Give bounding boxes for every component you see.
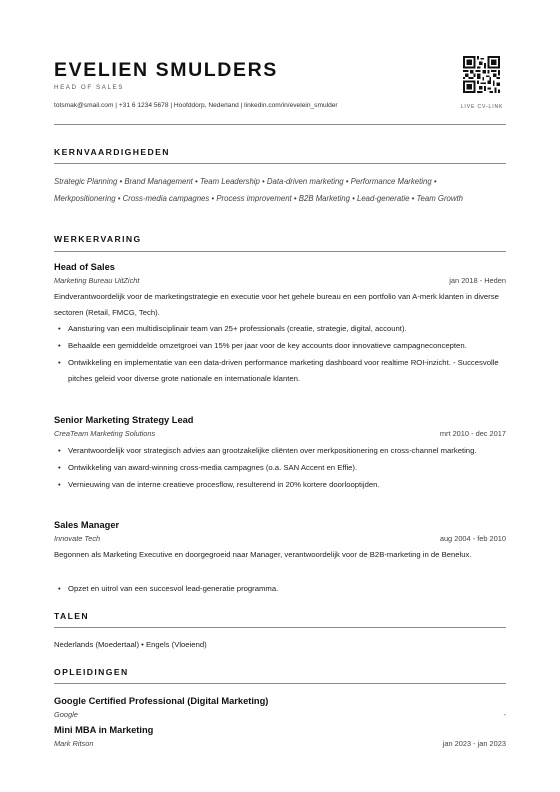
languages-heading: TALEN [54,611,90,621]
list-item: • Behaalde een gemiddelde omzetgroei van 15% per jaar voor de key accounts door innovatieve campagneconcepten. [58,341,467,350]
list-item: • Verantwoordelijk voor strategisch advies aan grootzakelijke cliënten over merkpositionering en cross-channel marketing. [58,446,477,455]
section-divider [54,627,506,628]
job-title: Senior Marketing Strategy Lead [54,415,194,425]
list-item: • Vernieuwing van de interne creatieve procesflow, resulterend in 20% kortere doorlooptijden. [58,480,380,489]
skills-list: Strategic Planning • Brand Management • Team Leadership • Data-driven marketing • Performance Marketing • Merkpositionering • Cross-media campagnes • Process improvement • B2B Marketing • Lead-generatie • Team Growth [54,177,464,203]
education-institution: Mark Ritson [54,739,94,748]
job-title: Head of Sales [54,262,115,272]
list-item: • Aansturing van een multidisciplinair team van 25+ professionals (creatie, strategie, digital, account). [58,324,407,333]
job-achievements [54,443,506,494]
job-dates: aug 2004 - feb 2010 [439,534,506,543]
job-achievements [54,321,506,388]
contact-line: totsmak@smail.com | +31 6 1234 5678 | Hoofddorp, Nederland | linkedin.com/in/evelein_smulder [54,102,338,109]
languages-list: Nederlands (Moedertaal) • Engels (Vloeiend) [54,640,207,649]
education-title: Google Certified Professional (Digital Marketing) [54,696,269,706]
section-divider [54,251,506,252]
education-title: Mini MBA in Marketing [54,725,154,735]
list-item: • Ontwikkeling van award-winning cross-media campagnes (o.a. SAN Accent en Effie). [58,463,358,472]
list-item: • Ontwikkeling en implementatie van een data-driven performance marketing dashboard voor realtime ROI-inzicht. - Succesvolle pitches geleid voor diverse grote nationale en internationale klanten. [58,358,499,383]
resume-page [54,0,506,792]
section-divider [54,163,506,164]
job-company: CreaTeam Marketing Solutions [54,429,156,438]
job-dates: jan 2018 - Heden [449,276,506,285]
qr-label: LIVE CV-LINK [460,104,504,110]
job-summary: Begonnen als Marketing Executive en doorgegroeid naar Manager, verantwoordelijk voor de B2B-marketing in de Benelux. [54,550,472,559]
list-item: • Opzet en uitrol van een succesvol lead-generatie programma. [58,584,279,593]
job-summary: Eindverantwoordelijk voor de marketingstrategie en executie voor het gehele bureau en een portfolio van A-merk klanten in diverse sectoren (Retail, FMCG, Tech). [54,292,499,317]
qr-code-icon[interactable] [463,56,500,93]
job-title: Sales Manager [54,520,120,530]
header-divider [54,124,506,125]
education-dates: - [503,710,506,719]
education-institution: Google [54,710,78,719]
experience-heading: WERKERVARING [54,234,142,244]
candidate-name: EVELIEN SMULDERS [54,59,278,81]
job-company: Marketing Bureau UitZicht [54,276,140,285]
job-dates: mrt 2010 - dec 2017 [439,429,506,438]
candidate-role: HEAD OF SALES [54,84,124,91]
education-dates: jan 2023 - jan 2023 [442,739,506,748]
job-company: Innovate Tech [54,534,101,543]
education-heading: OPLEIDINGEN [54,667,129,677]
skills-heading: KERNVAARDIGHEDEN [54,147,170,157]
job-achievements [54,581,506,598]
section-divider [54,683,506,684]
